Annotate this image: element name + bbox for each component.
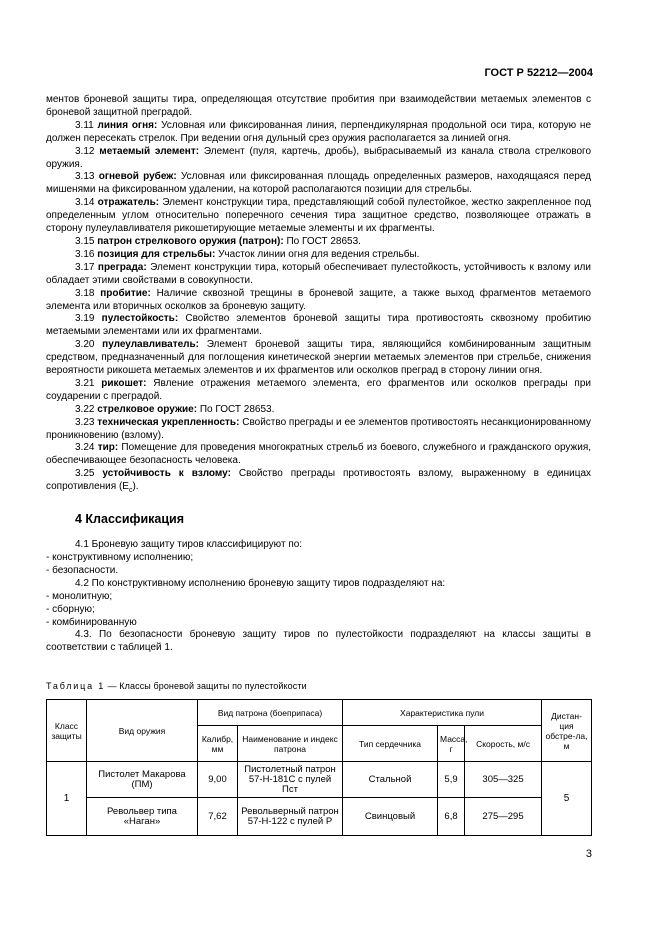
clause-4-2: 4.2 По конструктивному исполнению броневую защиту тиров подразделяют на: [75,577,446,589]
definition-number: 3.20 [75,339,95,351]
definition-term: техническая укрепленность: [97,416,240,428]
cell-class: 1 [47,762,87,836]
cell-name: Пистолетный патрон 57-Н-181С с пулей Пст [238,762,343,798]
definition-text: Элемент броневой защиты тира, являющийся комбинированным защитным средством, предназначенный для поглощения кинетической энергии метаемых элементов при стрельбе, снижения вероятности рикошета метаемых элементов и их фрагментов или осколков преград в сторону линии огня. [46,339,592,377]
definition-text: Условная или фиксированная площадь определенных размеров, находящаяся перед мишенями на фиксированном удалении, на которой располагаются позиции для стрельбы. [46,171,592,196]
section-title: 4 Классификация [75,512,185,527]
header-core: Тип сердечника [343,726,438,762]
cell-core: Свинцовый [343,798,438,836]
definition-text: Элемент конструкции тира, который обеспечивает пулестойкость, устойчивость к взлому или обладает этими свойствами в совокупности. [46,261,591,286]
definition-number: 3.17 [75,261,95,273]
header-name: Наименование и индекс патрона [238,726,343,762]
cell-core: Стальной [343,762,438,798]
definition-text: По ГОСТ 28653. [199,403,275,415]
definition-term: стрелковое оружие: [97,403,198,415]
page-number: 3 [585,848,592,860]
definition-text: Помещение для проведения многократных стрельб из боевого, служебного и гражданского оружия, обеспечивающее безопасность человека. [46,442,592,467]
definition-text: Элемент (пуля, картечь, дробь), выбрасываемый из канала ствола стрелкового оружия. [46,145,592,170]
intro-paragraph: ментов броневой защиты тира, определяющая отсутствие пробития при взаимодействии метаемых элементов с броневой защитной преградой. [46,94,591,118]
definition-number: 3.24 [75,442,95,454]
definition-item [46,236,591,249]
definition-text: Элемент конструкции тира, представляющий собой пулестойкое, жестко закрепленное под определенным углом относительно поперечного сечения тира защитное средство, позволяющее отражать в сторону пулеулавливателя рикошетирующие метаемые элементы и их фрагменты. [46,197,592,235]
definition-text: По ГОСТ 28653. [286,235,361,247]
definition-term: патрон стрелкового оружия (патрон): [97,235,284,247]
table-caption-label: Таблица 1 [46,681,105,691]
cell-name: Револьверный патрон 57-Н-122 с пулей Р [238,798,343,836]
definition-text: Участок линии огня для ведения стрельбы. [218,248,420,260]
list-item: - сборную; [46,603,95,615]
definition-text: Свойство элементов броневой защиты тира противостоять сквозному пробитию метаемыми элементами или их фрагментами. [46,313,592,338]
definition-item [46,262,591,288]
cell-mass: 5,9 [438,762,465,798]
cell-mass: 6,8 [438,798,465,836]
definition-number: 3.14 [75,197,95,209]
header-weapon: Вид оружия [87,700,198,762]
definition-text: Наличие сквозной трещины в броневой защите, а также выход фрагментов метаемого элемента или вторичных осколков за броневую защиту. [46,287,591,312]
definition-item [46,313,591,339]
cell-weapon: Пистолет Макарова (ПМ) [87,762,198,798]
definition-item [46,417,591,443]
clause-4-1: 4.1 Броневую защиту тиров классифицируют по: [75,539,303,551]
definition-text: Явление отражения метаемого элемента, его фрагментов или осколков преграды при соударении с преградой. [46,377,591,402]
list-4-1 [46,552,591,578]
cell-speed: 275—295 [465,798,542,836]
definition-term: пулестойкость: [101,313,179,325]
list-item: - безопасности. [46,564,119,576]
definition-number: 3.23 [75,416,95,428]
cell-distance: 5 [542,762,592,836]
header-speed: Скорость, м/с [465,726,542,762]
definition-number: 3.22 [75,403,95,415]
definition-term: пулеулавливатель: [102,339,200,351]
definition-term: линия огня: [97,119,158,131]
definition-number: 3.21 [75,377,95,389]
definition-item [46,197,591,236]
definition-text: Условная или фиксированная линия, перпендикулярная продольной оси тира, которую не должен пересекать стрелок. При ведении огня дульный срез оружия располагается за линией огня. [46,119,592,144]
definition-item [46,171,591,197]
definition-item [46,404,591,417]
definition-number: 3.19 [75,313,95,325]
cell-speed: 305—325 [465,762,542,798]
definition-term: огневой рубеж: [98,171,177,183]
table-caption [46,681,307,691]
definition-term: рикошет: [101,377,147,389]
list-item: - комбинированную [46,616,137,628]
definition-term: пробитие: [100,287,151,299]
definition-number: 3.15 [75,235,95,247]
definition-item [46,146,591,172]
clause-4-3: 4.3. По безопасности броневую защиту тиров по пулестойкости подразделяют на классы защиты в соответствии с таблицей 1. [46,629,591,654]
header-class: Класс защиты [47,700,87,762]
definition-number: 3.12 [75,145,95,157]
definition-term: тир: [97,442,119,454]
definition-item [46,378,591,404]
protection-class-table [46,699,592,836]
definition-subscript: с [128,487,133,495]
definition-number: 3.16 [75,248,95,260]
page-header: ГОСТ Р 52212—2004 [484,67,593,79]
definition-text: Свойство преграды противостоять взлому, выраженному в единицах сопротивления (E [46,468,592,493]
definition-item [46,339,591,378]
table-caption-text: — Классы броневой защиты по пулестойкости [105,681,307,691]
definition-item [46,468,591,498]
definition-term: отражатель: [97,197,160,209]
header-mass: Масса, г [438,726,465,762]
definition-item [46,249,591,262]
definition-item [46,120,591,146]
definition-text: Свойство преграды и ее элементов противостоять несанкционированному проникновению (взлому). [46,416,592,441]
definition-term: метаемый элемент: [99,145,200,157]
list-4-2 [46,591,591,630]
list-item: - монолитную; [46,590,113,602]
list-item: - конструктивному исполнению; [46,552,194,563]
definitions-list [46,120,591,468]
cell-caliber: 7,62 [198,798,238,836]
table-row [47,798,592,836]
definition-number: 3.25 [75,468,95,480]
table-row [47,762,592,798]
definition-item [46,288,591,314]
definition-term: устойчивость к взлому: [102,468,231,480]
header-caliber: Калибр, мм [198,726,238,762]
definition-term: позиция для стрельбы: [97,248,216,260]
cell-weapon: Револьвер типа «Наган» [87,798,198,836]
header-cartridge: Вид патрона (боеприпаса) [198,700,343,726]
definition-term: преграда: [97,261,147,273]
document-body [46,94,591,655]
header-bullet: Характеристика пули [343,700,542,726]
definition-number: 3.11 [75,119,94,131]
definition-number: 3.13 [75,171,95,183]
header-distance: Дистан-ция обстре-ла, м [542,700,592,762]
definition-item [46,442,591,468]
cell-caliber: 9,00 [198,762,238,798]
definition-end: ). [132,481,139,493]
definition-number: 3.18 [75,287,95,299]
